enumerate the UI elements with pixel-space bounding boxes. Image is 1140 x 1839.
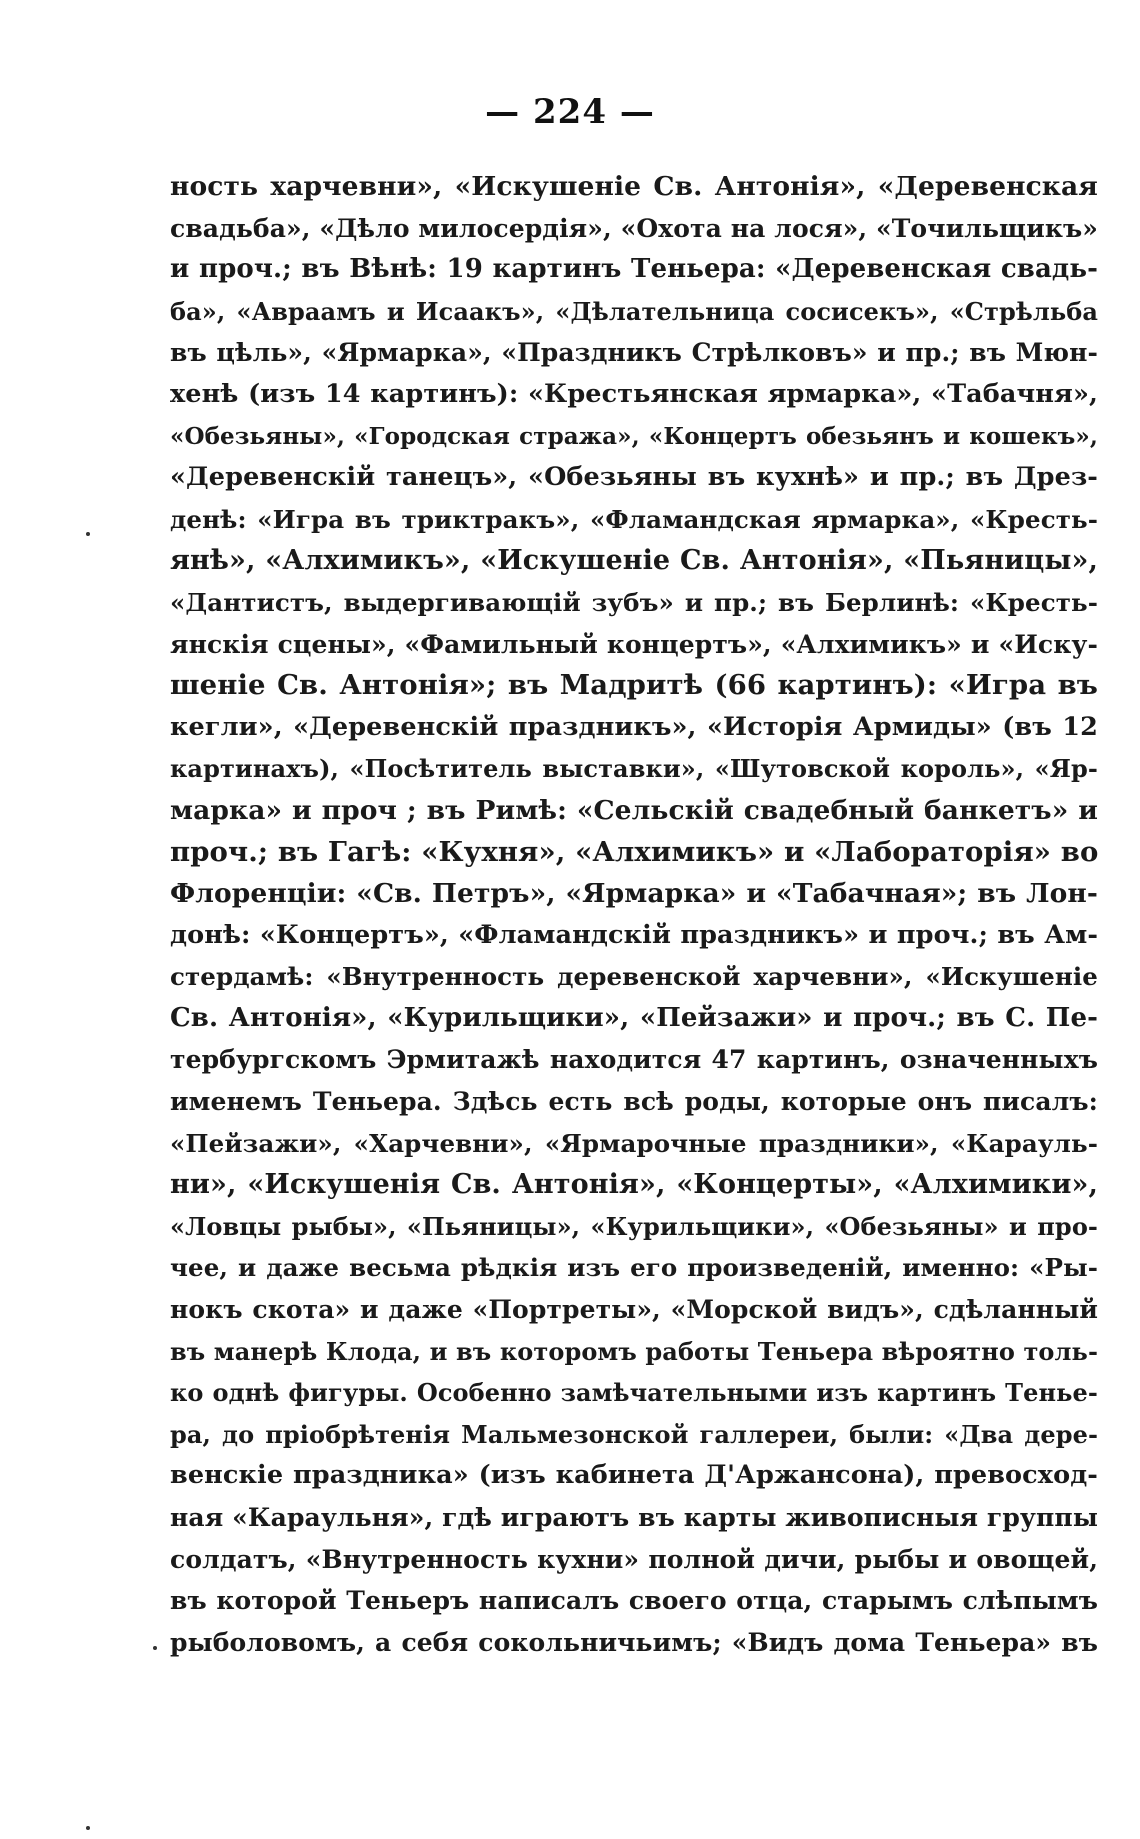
text-line: «Обезьяны», «Городская стража», «Концертъ обезьянъ и кошекъ», bbox=[170, 422, 1098, 450]
text-line: ба», «Авраамъ и Исаакъ», «Дѣлательница сосисекъ», «Стрѣльба bbox=[170, 296, 1098, 326]
page-number: — 224 — bbox=[485, 92, 655, 132]
text-line: чее, и даже весьма рѣдкія изъ его произведеній, именно: «Ры- bbox=[170, 1253, 1098, 1283]
text-line: денѣ: «Игра въ триктракъ», «Фламандская ярмарка», «Кресть- bbox=[170, 504, 1098, 534]
text-line: марка» и проч ; въ Римѣ: «Сельскій свадебный банкетъ» и bbox=[170, 794, 1098, 826]
text-line: Св. Антонія», «Курильщики», «Пейзажи» и проч.; въ С. Пе- bbox=[170, 1002, 1098, 1033]
text-line: «Дантистъ, выдергивающій зубъ» и пр.; въ Берлинѣ: «Кресть- bbox=[170, 587, 1098, 617]
text-line: «Пейзажи», «Харчевни», «Ярмарочные праздники», «Карауль- bbox=[170, 1128, 1098, 1158]
text-line: янѣ», «Алхимикъ», «Искушеніе Св. Антонія», «Пьяницы», bbox=[170, 545, 1098, 577]
text-line: «Ловцы рыбы», «Пьяницы», «Курильщики», «Обезьяны» и про- bbox=[170, 1211, 1098, 1241]
text-line: проч.; въ Гагѣ: «Кухня», «Алхимикъ» и «Лабораторія» во bbox=[170, 835, 1098, 868]
print-speck bbox=[86, 1826, 90, 1830]
text-line: картинахъ), «Посѣтитель выставки», «Шутовской король», «Яр- bbox=[170, 754, 1098, 784]
text-line: ная «Караульня», гдѣ играютъ въ карты живописныя группы bbox=[170, 1503, 1098, 1532]
print-speck bbox=[153, 1646, 157, 1650]
text-line: рыболовомъ, а себя сокольничьимъ; «Видъ дома Теньера» въ bbox=[170, 1627, 1098, 1657]
text-line: стердамѣ: «Внутренность деревенской харчевни», «Искушеніе bbox=[170, 962, 1098, 992]
text-line: ни», «Искушенія Св. Антонія», «Концерты», «Алхимики», bbox=[170, 1169, 1098, 1201]
text-line: Флоренціи: «Св. Петръ», «Ярмарка» и «Табачная»; въ Лон- bbox=[170, 878, 1098, 910]
text-line: въ цѣль», «Ярмарка», «Праздникъ Стрѣлковъ» и пр.; въ Мюн- bbox=[170, 338, 1098, 368]
text-line: венскіе праздника» (изъ кабинета Д'Аржансона), превосход- bbox=[170, 1460, 1098, 1491]
text-line: солдатъ, «Внутренность кухни» полной дичи, рыбы и овощей, bbox=[170, 1544, 1098, 1574]
text-line: въ манерѣ Клода, и въ которомъ работы Теньера вѣроятно толь- bbox=[170, 1336, 1098, 1366]
text-line: хенѣ (изъ 14 картинъ): «Крестьянская ярмарка», «Табачня», bbox=[170, 378, 1098, 409]
text-line: въ которой Теньеръ написалъ своего отца, старымъ слѣпымъ bbox=[170, 1586, 1098, 1616]
text-line: свадьба», «Дѣло милосердія», «Охота на лося», «Точильщикъ» bbox=[170, 213, 1098, 243]
text-line: «Деревенскій танецъ», «Обезьяны въ кухнѣ» и пр.; въ Дрез- bbox=[170, 462, 1098, 493]
text-line: нокъ скота» и даже «Портреты», «Морской видъ», сдѣланный bbox=[170, 1295, 1098, 1325]
text-line: именемъ Теньера. Здѣсь есть всѣ роды, которые онъ писалъ: bbox=[170, 1087, 1098, 1117]
text-line: шеніе Св. Антонія»; въ Мадритѣ (66 картинъ): «Игра въ bbox=[170, 669, 1098, 702]
text-line: кегли», «Деревенскій праздникъ», «Исторія Армиды» (въ 12 bbox=[170, 711, 1098, 742]
text-line: и проч.; въ Вѣнѣ: 19 картинъ Теньера: «Деревенская свадь- bbox=[170, 254, 1098, 285]
text-line: ность харчевни», «Искушеніе Св. Антонія», «Деревенская bbox=[170, 171, 1098, 202]
print-speck bbox=[86, 532, 90, 536]
text-line: тербургскомъ Эрмитажѣ находится 47 картинъ, означенныхъ bbox=[170, 1045, 1098, 1075]
text-line: ра, до пріобрѣтенія Мальмезонской галлереи, были: «Два дере- bbox=[170, 1419, 1098, 1449]
text-line: янскія сцены», «Фамильный концертъ», «Алхимикъ» и «Иску- bbox=[170, 629, 1098, 659]
body-text bbox=[170, 166, 1098, 1663]
text-line: донѣ: «Концертъ», «Фламандскій праздникъ» и проч.; въ Ам- bbox=[170, 919, 1098, 950]
text-line: ко однѣ фигуры. Особенно замѣчательными изъ картинъ Теньe- bbox=[170, 1378, 1098, 1408]
